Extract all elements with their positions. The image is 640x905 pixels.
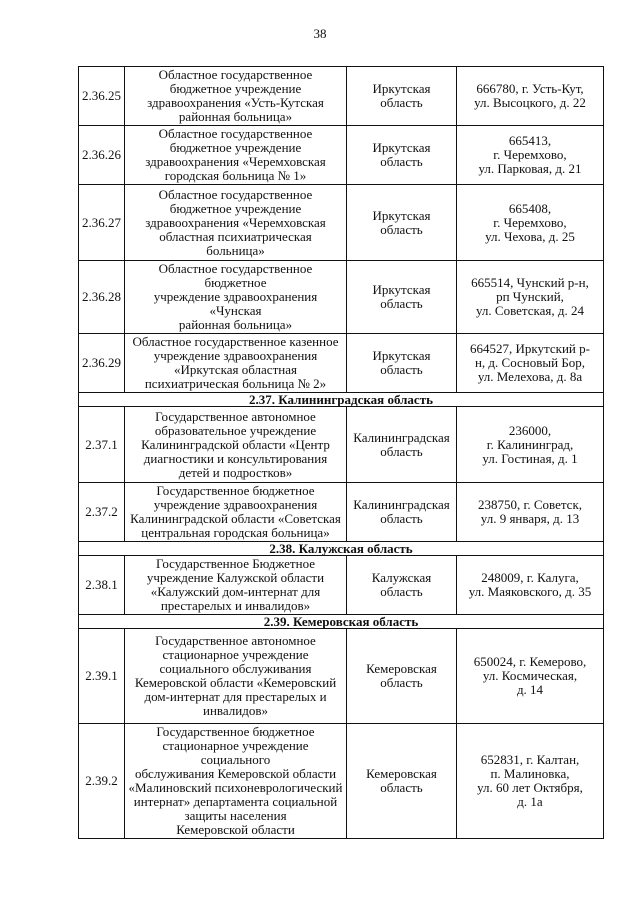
entry-number-cell: 2.37.1 <box>79 407 125 483</box>
entry-number-cell: 2.39.2 <box>79 724 125 839</box>
table-row <box>79 556 604 615</box>
address-cell: 665514, Чунский р-н, рп Чунский, ул. Советская, д. 24 <box>457 261 604 334</box>
address-cell: 666780, г. Усть-Кут, ул. Высоцкого, д. 22 <box>457 67 604 126</box>
entry-number-cell: 2.39.1 <box>79 629 125 724</box>
address-cell: 665408, г. Черемхово, ул. Чехова, д. 25 <box>457 185 604 261</box>
region-cell: Калужская область <box>347 556 457 615</box>
section-row <box>79 542 604 556</box>
address-cell: 665413, г. Черемхово, ул. Парковая, д. 21 <box>457 126 604 185</box>
section-row <box>79 615 604 629</box>
organization-cell: Государственное автономное стационарное учреждение социального обслуживания Кемеровской области «Кемеровский дом-интернат для престарелых и инвалидов» <box>125 629 347 724</box>
entry-number-cell: 2.36.28 <box>79 261 125 334</box>
table-row <box>79 629 604 724</box>
organization-cell: Государственное бюджетное стационарное учреждение социального обслуживания Кемеровской области «Малиновский психоневрологический интернат» департамента социальной защиты населения Кемеровской области <box>125 724 347 839</box>
address-cell: 248009, г. Калуга, ул. Маяковского, д. 35 <box>457 556 604 615</box>
page-number: 38 <box>313 26 327 41</box>
region-cell: Кемеровская область <box>347 724 457 839</box>
entry-number-cell: 2.36.27 <box>79 185 125 261</box>
organization-cell: Областное государственное бюджетное учреждение здравоохранения «Черемховская областная психиатрическая больница» <box>125 185 347 261</box>
table-row <box>79 185 604 261</box>
section-row <box>79 393 604 407</box>
entry-number-cell: 2.36.25 <box>79 67 125 126</box>
table-row <box>79 407 604 483</box>
table-row <box>79 126 604 185</box>
address-cell: 238750, г. Советск, ул. 9 января, д. 13 <box>457 483 604 542</box>
table-row <box>79 483 604 542</box>
address-cell: 236000, г. Калининград, ул. Гостиная, д. 1 <box>457 407 604 483</box>
region-cell: Калининградская область <box>347 483 457 542</box>
address-cell: 664527, Иркутский р- н, д. Сосновый Бор, ул. Мелехова, д. 8а <box>457 334 604 393</box>
table-row <box>79 261 604 334</box>
registry-table-body <box>79 67 604 839</box>
region-cell: Калининградская область <box>347 407 457 483</box>
region-cell: Иркутская область <box>347 261 457 334</box>
organization-cell: Областное государственное бюджетное учреждение здравоохранения «Чунская районная больница» <box>125 261 347 334</box>
entry-number-cell: 2.36.29 <box>79 334 125 393</box>
registry-table <box>78 66 604 839</box>
region-cell: Иркутская область <box>347 67 457 126</box>
table-row <box>79 67 604 126</box>
region-cell: Иркутская область <box>347 185 457 261</box>
organization-cell: Государственное бюджетное учреждение здравоохранения Калининградской области «Советская центральная городская больница» <box>125 483 347 542</box>
section-title: 2.37. Калининградская область <box>79 393 604 407</box>
section-title: 2.38. Калужская область <box>79 542 604 556</box>
entry-number-cell: 2.36.26 <box>79 126 125 185</box>
section-title: 2.39. Кемеровская область <box>79 615 604 629</box>
region-cell: Иркутская область <box>347 126 457 185</box>
table-row <box>79 334 604 393</box>
organization-cell: Областное государственное бюджетное учреждение здравоохранения «Черемховская городская больница № 1» <box>125 126 347 185</box>
address-cell: 650024, г. Кемерово, ул. Космическая, д. 14 <box>457 629 604 724</box>
organization-cell: Областное государственное бюджетное учреждение здравоохранения «Усть-Кутская районная больница» <box>125 67 347 126</box>
entry-number-cell: 2.37.2 <box>79 483 125 542</box>
organization-cell: Государственное автономное образовательное учреждение Калининградской области «Центр диагностики и консультирования детей и подростков» <box>125 407 347 483</box>
region-cell: Иркутская область <box>347 334 457 393</box>
organization-cell: Областное государственное казенное учреждение здравоохранения «Иркутская областная психиатрическая больница № 2» <box>125 334 347 393</box>
organization-cell: Государственное Бюджетное учреждение Калужской области «Калужский дом-интернат для престарелых и инвалидов» <box>125 556 347 615</box>
region-cell: Кемеровская область <box>347 629 457 724</box>
entry-number-cell: 2.38.1 <box>79 556 125 615</box>
address-cell: 652831, г. Калтан, п. Малиновка, ул. 60 лет Октября, д. 1а <box>457 724 604 839</box>
table-row <box>79 724 604 839</box>
